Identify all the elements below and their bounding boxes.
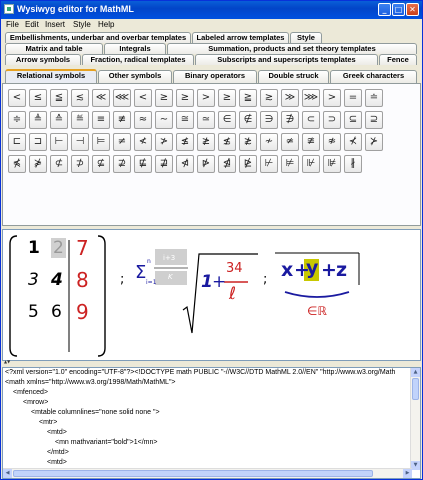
symbol-button[interactable]: ⊯ (323, 155, 341, 173)
symbol-button[interactable]: < (134, 89, 152, 107)
matrix-cell-2-1: 3 (28, 270, 39, 290)
matrix-cell-1-1: 1 (28, 238, 40, 258)
title-bar[interactable] (1, 1, 422, 19)
symbol-button[interactable]: ≇ (302, 133, 320, 151)
tab-other-symbols[interactable]: Other symbols (98, 70, 172, 83)
symbol-button[interactable]: ≠ (113, 133, 131, 151)
symbol-button[interactable]: ≐ (365, 89, 383, 107)
separator-1: ; (120, 272, 125, 287)
symbol-button[interactable]: ≃ (197, 111, 215, 129)
symbol-button[interactable]: ⊃ (323, 111, 341, 129)
matrix-cell-3-1: 5 (28, 302, 39, 322)
symbol-button[interactable]: ≡ (92, 111, 110, 129)
symbol-button[interactable]: ≫ (281, 89, 299, 107)
matrix-cell-2-2: 4 (51, 270, 63, 290)
symbol-button[interactable]: ≑ (8, 111, 26, 129)
symbol-button[interactable]: ≱ (197, 133, 215, 151)
fraction-numerator: i+3 (163, 254, 176, 262)
menu-bar (1, 19, 422, 31)
symbol-button[interactable]: ∌ (281, 111, 299, 129)
tab-embellishments[interactable]: Embellishments, underbar and overbar templates (5, 32, 191, 43)
source-line: <?xml version="1.0" encoding="UTF-8"?><!DOCTYPE math PUBLIC "-//W3C//DTD MathML 2.0//EN" "http://www.w3.org/Math (5, 369, 396, 376)
menu-help[interactable]: Help (98, 20, 115, 29)
symbol-button[interactable]: ⊇ (365, 111, 383, 129)
symbol-button[interactable]: ≤ (29, 89, 47, 107)
symbol-button[interactable]: ∦ (344, 155, 362, 173)
tab-subscripts[interactable]: Subscripts and superscripts templates (195, 54, 378, 65)
expr-z: z (336, 259, 348, 281)
tab-style[interactable]: Style (290, 32, 322, 43)
maximize-button[interactable]: □ (392, 3, 405, 16)
tab-relational-symbols[interactable]: Relational symbols (5, 69, 97, 83)
tab-integrals[interactable]: Integrals (104, 43, 166, 54)
symbol-button[interactable]: ≝ (71, 111, 89, 129)
tab-matrix-table[interactable]: Matrix and table (5, 43, 103, 54)
symbol-button[interactable]: ⋪ (176, 155, 194, 173)
symbol-button[interactable]: ≥ (176, 89, 194, 107)
symbol-button[interactable]: ≲ (71, 89, 89, 107)
sum-upper-limit: n (147, 258, 151, 265)
symbol-button[interactable]: ≵ (239, 133, 257, 151)
tab-fence[interactable]: Fence (379, 54, 417, 65)
minimize-button[interactable]: _ (378, 3, 391, 16)
source-line: <mfenced> (13, 389, 49, 396)
symbol-button[interactable]: ≦ (50, 89, 68, 107)
math-render-area[interactable] (2, 229, 421, 361)
vertical-scroll-thumb[interactable] (412, 378, 419, 400)
sum-lower-limit: i=1 (146, 279, 157, 286)
symbol-button[interactable]: ⊭ (281, 155, 299, 173)
menu-insert[interactable]: Insert (45, 20, 66, 29)
expr-plus-2: + (321, 259, 337, 281)
source-line: <math xmlns="http://www.w3.org/1998/Math/MathML"> (5, 379, 176, 386)
symbol-button[interactable]: ⊀ (344, 133, 362, 151)
symbol-tabs (1, 32, 422, 86)
symbol-button[interactable]: > (197, 89, 215, 107)
symbol-button[interactable]: ⊏ (8, 133, 26, 151)
symbol-button[interactable]: ⊂ (302, 111, 320, 129)
scroll-right-icon[interactable]: ▶ (403, 469, 412, 478)
symbol-button[interactable]: ≳ (260, 89, 278, 107)
symbol-button[interactable]: ⊣ (71, 133, 89, 151)
source-line: <mtd> (47, 459, 67, 466)
tab-double-struck[interactable]: Double struck (258, 70, 329, 83)
symbol-button[interactable]: ≈ (134, 111, 152, 129)
sum-symbol: Σ (135, 262, 147, 283)
symbol-button[interactable]: ≢ (113, 111, 131, 129)
symbol-button[interactable]: ⊅ (71, 155, 89, 173)
symbol-button[interactable]: ∈ (218, 111, 236, 129)
tab-arrow-symbols[interactable]: Arrow symbols (5, 54, 81, 65)
symbol-button[interactable]: ≥ (155, 89, 173, 107)
symbol-button[interactable]: ≧ (239, 89, 257, 107)
symbol-button[interactable]: ≯ (155, 133, 173, 151)
symbol-button[interactable]: ⋢ (134, 155, 152, 173)
symbol-button[interactable]: ≅ (176, 111, 194, 129)
horizontal-scroll-thumb[interactable] (13, 470, 373, 477)
separator-2: ; (263, 272, 268, 287)
symbol-button[interactable]: ⋙ (302, 89, 320, 107)
symbol-button[interactable]: ≁ (260, 133, 278, 151)
symbol-button[interactable]: ≰ (176, 133, 194, 151)
close-button[interactable]: ✕ (406, 3, 419, 16)
expr-x: x (281, 259, 294, 281)
window-title: Wysiwyg editor for MathML (17, 4, 134, 14)
source-line: </mtd> (47, 449, 69, 456)
mathml-source-area[interactable] (2, 367, 421, 479)
symbol-button[interactable]: ≥ (218, 89, 236, 107)
tab-fraction-radical[interactable]: Fraction, radical templates (82, 54, 194, 65)
symbol-button[interactable]: ⊉ (113, 155, 131, 173)
symbol-button[interactable]: ∼ (155, 111, 173, 129)
symbol-button[interactable]: ⊆ (344, 111, 362, 129)
tab-binary-operators[interactable]: Binary operators (173, 70, 257, 83)
tab-greek-characters[interactable]: Greek characters (330, 70, 417, 83)
symbol-button[interactable]: ⊈ (92, 155, 110, 173)
expr-y-selected[interactable]: y (306, 257, 319, 279)
symbol-button[interactable]: ⊮ (302, 155, 320, 173)
vertical-scrollbar[interactable] (410, 368, 420, 470)
app-icon (4, 4, 14, 14)
symbol-button[interactable]: ∋ (260, 111, 278, 129)
matrix-cell-2-3: 8 (76, 268, 89, 292)
symbol-button[interactable]: ⋣ (155, 155, 173, 173)
tab-summation[interactable]: Summation, products and set theory templates (167, 43, 417, 54)
symbol-button[interactable]: < (8, 89, 26, 107)
symbol-button[interactable]: ⋬ (218, 155, 236, 173)
symbol-button[interactable]: ⋫ (197, 155, 215, 173)
symbol-button[interactable]: ⊨ (92, 133, 110, 151)
symbol-button[interactable]: ⊁ (365, 133, 383, 151)
symbol-button[interactable]: ≉ (323, 133, 341, 151)
scroll-left-icon[interactable]: ◀ (3, 469, 12, 478)
symbol-button[interactable]: ≴ (218, 133, 236, 151)
symbol-button[interactable]: ⊬ (260, 155, 278, 173)
symbol-button[interactable]: > (323, 89, 341, 107)
fraction-denominator: K (168, 273, 173, 281)
menu-style[interactable]: Style (73, 20, 91, 29)
source-line: <mtr> (39, 419, 58, 426)
matrix-cell-3-2: 6 (51, 302, 62, 322)
symbol-button[interactable]: ⊢ (50, 133, 68, 151)
root-fraction-numerator: 34 (226, 261, 243, 276)
root-plus: + (212, 272, 227, 292)
scroll-down-icon[interactable]: ▼ (411, 461, 420, 470)
symbol-button[interactable]: ≜ (29, 111, 47, 129)
root-fraction-denominator: ℓ (229, 284, 237, 304)
source-line: <mn mathvariant="bold">1</mn> (55, 439, 158, 446)
symbol-button[interactable]: ⋭ (239, 155, 257, 173)
matrix-cell-1-2: 2 (53, 238, 64, 258)
source-line: <mrow> (23, 399, 49, 406)
symbol-palette (2, 83, 421, 226)
symbol-button[interactable]: ∉ (239, 111, 257, 129)
symbol-button[interactable]: ⋘ (113, 89, 131, 107)
symbol-button[interactable]: ⋡ (29, 155, 47, 173)
root-one: 1 (201, 272, 213, 292)
symbol-button[interactable]: = (344, 89, 362, 107)
expr-plus-1: + (294, 259, 310, 281)
menu-edit[interactable]: Edit (25, 20, 39, 29)
symbol-button[interactable]: ≄ (281, 133, 299, 151)
matrix-cell-3-3: 9 (76, 300, 89, 324)
source-line: <mtd> (47, 429, 67, 436)
symbol-button[interactable]: ≙ (50, 111, 68, 129)
scroll-up-icon[interactable]: ▲ (411, 368, 420, 377)
horizontal-scrollbar[interactable] (3, 468, 412, 478)
source-line: <mtable columnlines="none solid none "> (31, 409, 160, 416)
expr-underscript: ∈ℝ (307, 304, 327, 318)
symbol-button[interactable]: ⊐ (29, 133, 47, 151)
symbol-button[interactable]: ≪ (92, 89, 110, 107)
tab-labeled-arrow[interactable]: Labeled arrow templates (192, 32, 289, 43)
menu-file[interactable]: File (6, 20, 19, 29)
symbol-button[interactable]: ⊄ (50, 155, 68, 173)
matrix-cell-1-3: 7 (76, 236, 89, 260)
symbol-button[interactable]: ⋠ (8, 155, 26, 173)
symbol-button[interactable]: ≮ (134, 133, 152, 151)
